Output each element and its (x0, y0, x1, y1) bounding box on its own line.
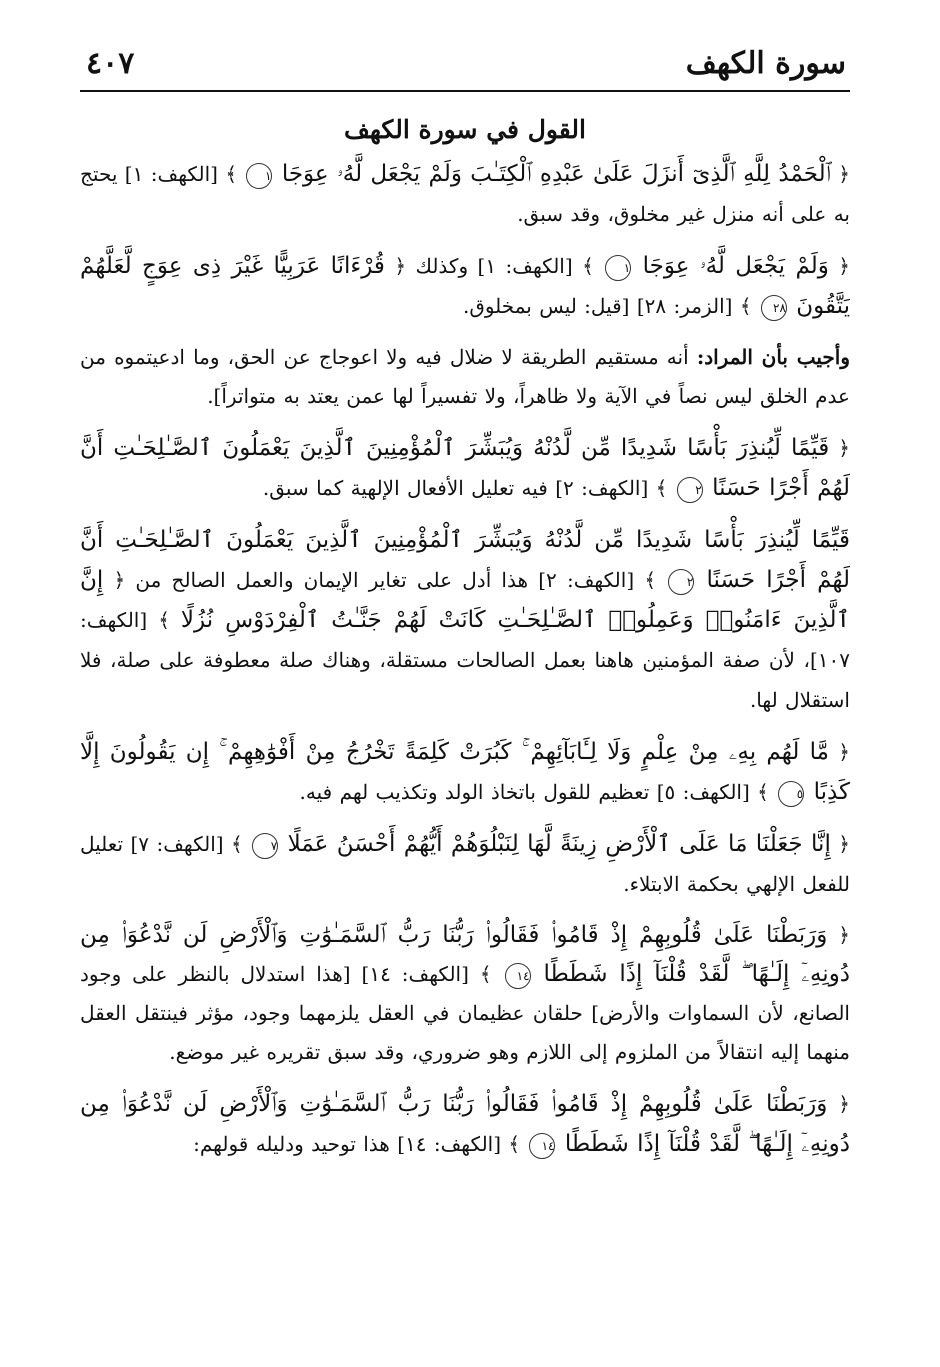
ayah-number-icon: ١٤ (505, 963, 531, 989)
commentary-text: [الزمر: ٢٨] [قيل: ليس بمخلوق. (462, 294, 733, 318)
ornate-bracket-close-icon: ﴾ (757, 780, 769, 804)
paragraph-2 (80, 246, 850, 326)
paragraph-3 (80, 338, 850, 416)
ornate-bracket-close-icon: ﴾ (225, 162, 238, 186)
quran-verse: إِنَّا جَعَلْنَا مَا عَلَى ٱلْأَرْضِ زِينَةً لَّهَا لِنَبْلُوَهُمْ أَيُّهُمْ أَحْسَنُ عَمَلًا (287, 831, 831, 857)
quran-verse: وَرَبَطْنَا عَلَىٰ قُلُوبِهِمْ إِذْ قَامُوا۟ فَقَالُوا۟ رَبُّنَا رَبُّ ٱلسَّمَـٰوَٰتِ وَٱلْأَرْضِ لَن نَّدْعُوَا۟ مِن دُونِهِۦٓ إِلَـٰهًا ۖ لَّقَدْ قُلْنَآ إِذًا شَطَطًا (80, 922, 850, 987)
ayah-number-icon: ١ (605, 255, 631, 281)
lead-phrase: وأجيب بأن المراد: (696, 345, 850, 369)
ayah-number-icon: ٢٨ (761, 295, 787, 321)
ornate-bracket-open-icon: ﴿ (838, 162, 850, 186)
ayah-number-icon: ١ (246, 163, 272, 189)
commentary-text: [الكهف: ٧] تعليل للفعل الإلهي بحكمة الابتلاء. (80, 832, 850, 896)
paragraph-1 (80, 154, 850, 234)
ornate-bracket-close-icon: ﴾ (508, 1132, 521, 1156)
paragraph-4 (80, 428, 850, 508)
ornate-bracket-close-icon: ﴾ (582, 254, 594, 278)
paragraph-5 (80, 520, 850, 720)
ornate-bracket-open-icon: ﴿ (394, 254, 407, 278)
ornate-bracket-close-icon: ﴾ (231, 832, 243, 856)
running-header (80, 40, 850, 92)
paragraph-8 (80, 916, 850, 1072)
quran-verse: وَرَبَطْنَا عَلَىٰ قُلُوبِهِمْ إِذْ قَامُوا۟ فَقَالُوا۟ رَبُّنَا رَبُّ ٱلسَّمَـٰوَٰتِ وَٱلْأَرْضِ لَن نَّدْعُوَا۟ مِن دُونِهِۦٓ إِلَـٰهًا ۖ لَّقَدْ قُلْنَآ إِذًا شَطَطًا (80, 1091, 850, 1157)
quran-verse: قَيِّمًا لِّيُنذِرَ بَأْسًا شَدِيدًا مِّن لَّدُنْهُ وَيُبَشِّرَ ٱلْمُؤْمِنِينَ ٱلَّذِينَ يَعْمَلُونَ ٱلصَّـٰلِحَـٰتِ أَنَّ لَهُمْ أَجْرًا حَسَنًا (80, 435, 850, 501)
paragraph-9 (80, 1084, 850, 1164)
quran-verse: مَّا لَهُم بِهِۦ مِنْ عِلْمٍ وَلَا لِـَٔابَآئِهِمْ ۚ كَبُرَتْ كَلِمَةً تَخْرُجُ مِنْ أَفْوَٰهِهِمْ ۚ إِن يَقُولُونَ إِلَّا كَذِبًا (80, 739, 850, 805)
ornate-bracket-open-icon: ﴿ (838, 832, 850, 856)
quran-verse: قُرْءَانًا عَرَبِيًّا غَيْرَ ذِى عِوَجٍ لَّعَلَّهُمْ يَتَّقُونَ (80, 253, 850, 319)
page-body (80, 154, 850, 1164)
quran-verse: إِنَّ ٱلَّذِينَ ءَامَنُوا۟ وَعَمِلُوا۟ ٱلصَّـٰلِحَـٰتِ كَانَتْ لَهُمْ جَنَّـٰتُ ٱلْفِرْدَوْسِ نُزُلًا (80, 567, 850, 633)
ornate-bracket-close-icon: ﴾ (739, 294, 752, 318)
ornate-bracket-open-icon: ﴿ (113, 568, 126, 592)
surah-running-title: سورة الكهف (685, 46, 846, 81)
quran-verse: قَيِّمًا لِّيُنذِرَ بَأْسًا شَدِيدًا مِّن لَّدُنْهُ وَيُبَشِّرَ ٱلْمُؤْمِنِينَ ٱلَّذِينَ يَعْمَلُونَ ٱلصَّـٰلِحَـٰتِ أَنَّ لَهُمْ أَجْرًا حَسَنًا (80, 527, 850, 593)
ayah-number-icon: ٧ (252, 833, 278, 859)
ornate-bracket-open-icon: ﴿ (838, 1092, 850, 1116)
commentary-text: [الكهف: ٥] تعظيم للقول باتخاذ الولد وتكذيب لهم فيه. (299, 780, 750, 804)
ornate-bracket-close-icon: ﴾ (479, 962, 492, 986)
paragraph-7 (80, 824, 850, 904)
ayah-number-icon: ١٤ (529, 1133, 555, 1159)
commentary-text: [الكهف: ٢] فيه تعليل الأفعال الإلهية كما سبق. (262, 476, 649, 500)
commentary-text: [الكهف: ١] يحتج به على أنه منزل غير مخلوق، وقد سبق. (80, 162, 850, 226)
quran-verse: وَلَمْ يَجْعَل لَّهُۥ عِوَجَا (642, 253, 829, 279)
ayah-number-icon: ٢ (668, 569, 694, 595)
page-number: ٤٠٧ (86, 46, 135, 81)
quran-verse: ٱلْحَمْدُ لِلَّهِ ٱلَّذِىٓ أَنزَلَ عَلَىٰ عَبْدِهِ ٱلْكِتَـٰبَ وَلَمْ يَجْعَل لَّهُۥ عِوَجَا (281, 161, 831, 187)
paragraph-6 (80, 732, 850, 812)
chapter-title: القول في سورة الكهف (344, 115, 586, 144)
commentary-text: [الكهف: ١] وكذلك (415, 254, 573, 278)
commentary-text: [الكهف: ١٠٧]، لأن صفة المؤمنين هاهنا بعمل الصالحات مستقلة، وهناك صلة معطوفة على صلة، فلا استقلال لها. (80, 608, 850, 712)
ornate-bracket-open-icon: ﴿ (838, 436, 850, 460)
commentary-text: أنه مستقيم الطريقة لا ضلال فيه ولا اعوجاج عن الحق، وما ادعيتموه من عدم الخلق ليس نصاً في الآية ولا ظاهراً، ولا تفسيراً لها عمن يعتد به متواتراً]. (80, 345, 850, 408)
commentary-text: [الكهف: ١٤] [هذا استدلال بالنظر على وجود الصانع، لأن السماوات والأرض] حلقان عظيمان في العقل يلزمهما وجود، مؤثر فينتقل العقل منهما إليه انتقالاً من الملزوم إلى اللازم وهو ضروري، وقد سبق تقريره غير موضع. (80, 962, 850, 1064)
ornate-bracket-close-icon: ﴾ (158, 608, 170, 632)
ornate-bracket-open-icon: ﴿ (838, 923, 850, 947)
commentary-text: [الكهف: ٢] هذا أدل على تغاير الإيمان والعمل الصالح من (135, 568, 635, 592)
ornate-bracket-close-icon: ﴾ (644, 568, 657, 592)
book-page (80, 40, 850, 1340)
ayah-number-icon: ٥ (778, 781, 804, 807)
ayah-number-icon: ٢ (677, 477, 703, 503)
commentary-text: [الكهف: ١٤] هذا توحيد ودليله قولهم: (193, 1132, 502, 1156)
ornate-bracket-close-icon: ﴾ (655, 476, 668, 500)
ornate-bracket-open-icon: ﴿ (838, 740, 850, 764)
ornate-bracket-open-icon: ﴿ (838, 254, 850, 278)
